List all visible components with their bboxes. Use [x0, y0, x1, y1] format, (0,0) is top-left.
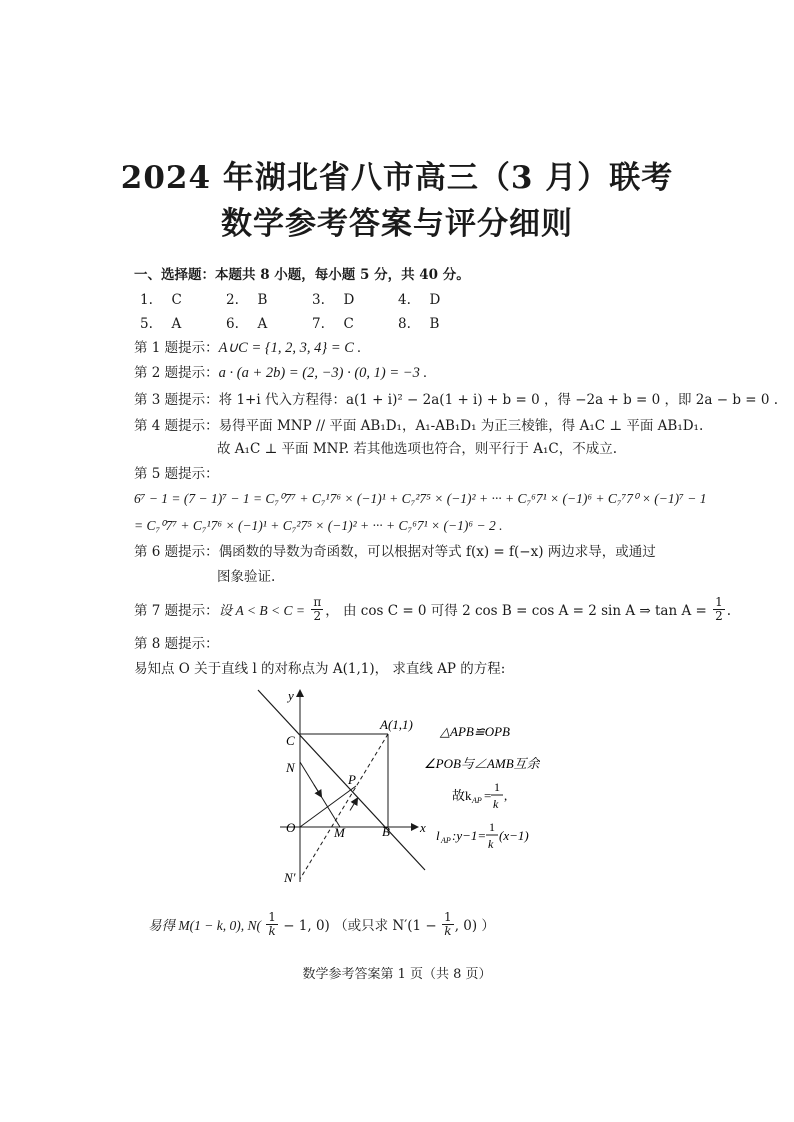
answer-number: 5.	[140, 316, 153, 332]
coordinate-diagram	[240, 682, 540, 887]
answer-number: 3.	[312, 292, 325, 308]
hint-8-text: 易知点 O 关于直线 l 的对称点为 A(1,1)， 求直线 AP 的方程:	[134, 661, 506, 677]
answer-letter: A	[171, 316, 182, 332]
hint-formula: ， 由 cos C = 0 可得 2 cos B = cos A = 2 sin A ⇒ tan A =	[325, 603, 707, 619]
arrow-n-to-m	[314, 785, 320, 795]
answer-letter: D	[429, 292, 441, 308]
result-text: − 1, 0) （或只求 N′(1 −	[278, 918, 437, 934]
hint-label: 第 3 题提示：	[134, 392, 219, 408]
page-footer: 数学参考答案第 1 页（共 8 页）	[302, 967, 492, 982]
hint-8-label: 第 8 题提示：	[134, 636, 219, 652]
fraction-denominator: 2	[313, 609, 322, 623]
segment-op	[300, 786, 356, 827]
answer-letter: B	[429, 316, 440, 332]
answer-item	[312, 315, 354, 333]
label-x: x	[420, 820, 426, 835]
hint-4-continued: 故 A₁C ⊥ 平面 MNP. 若其他选项也符合，则平行于 A₁C，不成立.	[217, 441, 617, 457]
note-line-suffix: (x−1)	[499, 828, 529, 843]
hint-5-label: 第 5 题提示：	[134, 466, 219, 482]
arrow-m-to-p	[350, 801, 356, 811]
hint-label: 第 4 题提示：	[134, 418, 219, 434]
hint-label: 第 6 题提示：	[134, 544, 219, 560]
note-complementary: ∠POB与∠AMB互余	[424, 756, 540, 771]
label-b: B	[382, 824, 390, 839]
answer-number: 8.	[398, 316, 411, 332]
note-line-prefix: l	[436, 828, 440, 843]
hint-4	[134, 417, 703, 435]
note-slope-prefix: 故k	[452, 788, 472, 803]
answer-letter: C	[343, 316, 354, 332]
note-slope	[452, 780, 507, 811]
note-line-equation	[436, 820, 529, 851]
hint-label: 第 1 题提示：	[134, 340, 219, 356]
fraction-numerator: π	[313, 595, 322, 609]
answer-letter: A	[257, 316, 268, 332]
hint-2	[134, 364, 427, 382]
hint-formula: 设 A < B < C =	[218, 603, 306, 618]
result-line	[148, 910, 495, 940]
label-n: N	[286, 760, 295, 775]
label-n-prime: N′	[284, 870, 296, 885]
label-a: A(1,1)	[380, 717, 413, 732]
hint-6	[134, 543, 656, 561]
hint-5-equation: = C₇⁰7⁷ + C₇¹7⁶ × (−1)¹ + C₇²7⁵ × (−1)² + ··· + C₇⁶7¹ × (−1)⁶ − 2 .	[134, 518, 503, 533]
dashed-line-ap	[300, 734, 388, 879]
hint-3	[134, 391, 778, 409]
hint-text: 偶函数的导数为奇函数，可以根据对等式 f(x) = f(−x) 两边求导，或通过	[218, 544, 656, 560]
page-title: 2024 年湖北省八市高三（3 月）联考	[120, 160, 674, 196]
fraction-numerator: 1	[444, 910, 452, 924]
answer-letter: B	[257, 292, 268, 308]
note-line-denominator: k	[488, 837, 494, 851]
answer-item	[312, 291, 354, 309]
note-line-subscript: AP	[441, 836, 451, 845]
section-heading: 一、选择题：本题共 8 小题，每小题 5 分，共 40 分。	[134, 267, 470, 283]
fraction-denominator: k	[268, 924, 276, 938]
hint-text: 将 1+i 代入方程得：a(1 + i)² − 2a(1 + i) + b = 0 ，得 −2a + b = 0 ，即 2a − b = 0 .	[218, 392, 779, 408]
fraction-denominator: k	[444, 924, 452, 938]
label-o: O	[286, 820, 296, 835]
hint-text: 易得平面 MNP // 平面 AB₁D₁，A₁-AB₁D₁ 为正三棱锥，得 A₁C ⊥ 平面 AB₁D₁.	[218, 418, 704, 434]
answer-item	[226, 315, 267, 333]
page-subtitle: 数学参考答案与评分细则	[221, 206, 573, 242]
answer-item	[398, 291, 440, 309]
hint-formula: a · (a + 2b) = (2, −3) · (0, 1) = −3 .	[218, 365, 428, 381]
fraction-numerator: 1	[715, 595, 723, 609]
answer-letter: D	[343, 292, 355, 308]
answer-letter: C	[171, 292, 182, 308]
answer-item	[226, 291, 267, 309]
note-line-middle: :y−1=	[452, 828, 487, 843]
result-text: , 0) ）	[454, 918, 495, 934]
hint-label: 第 2 题提示：	[134, 365, 219, 381]
note-line-numerator: 1	[489, 820, 495, 834]
hint-formula: .	[726, 603, 732, 619]
answer-number: 1.	[140, 292, 153, 308]
answer-item	[398, 315, 439, 333]
label-p: P	[348, 772, 356, 787]
answer-number: 2.	[226, 292, 239, 308]
note-slope-subscript: AP	[472, 796, 482, 805]
fraction	[442, 911, 454, 938]
fraction	[713, 596, 725, 623]
label-y: y	[288, 688, 294, 703]
answer-number: 4.	[398, 292, 411, 308]
fraction	[311, 596, 323, 623]
hint-7	[134, 595, 732, 625]
note-slope-numerator: 1	[494, 780, 500, 794]
hint-5-equation: 6⁷ − 1 = (7 − 1)⁷ − 1 = C₇⁰7⁷ + C₇¹7⁶ × (−1)¹ + C₇²7⁵ × (−1)² + ··· + C₇⁶7¹ × (−1)⁶ + C₇⁷7⁰ × (−1)⁷ − 1	[134, 491, 707, 506]
hint-6-continued: 图象验证.	[217, 569, 276, 585]
hint-label: 第 7 题提示：	[134, 603, 219, 619]
hint-1	[134, 339, 361, 357]
note-slope-suffix: ,	[504, 788, 508, 803]
answer-number: 6.	[226, 316, 239, 332]
note-congruent: △APB≌OPB	[440, 724, 510, 739]
result-text: 易得 M(1 − k, 0), N(	[148, 918, 261, 933]
note-slope-denominator: k	[493, 797, 499, 811]
label-m: M	[334, 825, 345, 840]
hint-formula: A∪C = {1, 2, 3, 4} = C .	[218, 340, 362, 356]
fraction-denominator: 2	[715, 609, 723, 623]
fraction-numerator: 1	[268, 910, 276, 924]
answer-item	[140, 315, 181, 333]
fraction	[266, 911, 278, 938]
answer-item	[140, 291, 182, 309]
label-c: C	[286, 733, 295, 748]
note-slope-equals: =	[484, 788, 492, 803]
answer-number: 7.	[312, 316, 325, 332]
